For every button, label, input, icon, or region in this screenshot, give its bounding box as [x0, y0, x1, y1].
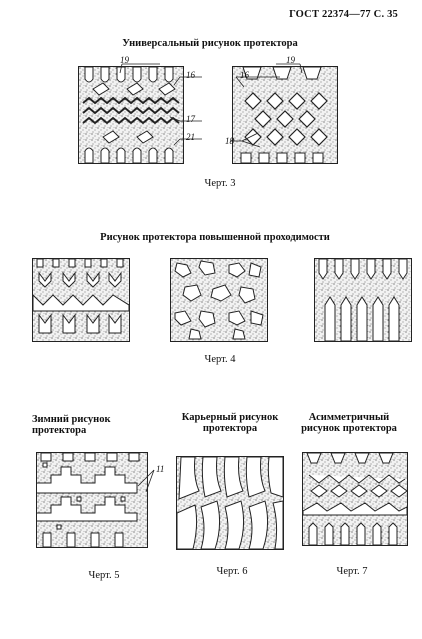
- asym-pattern: [302, 452, 408, 546]
- figure-5-caption: Черт. 5: [88, 570, 120, 581]
- figure-6-caption: Черт. 6: [216, 566, 248, 577]
- universal-callouts: [70, 55, 350, 165]
- callout-16-right: 16: [240, 70, 249, 80]
- high-pattern-3: [314, 258, 412, 342]
- high-title: Рисунок протектора повышенной проходимости: [100, 232, 330, 243]
- quarry-pattern: [176, 456, 284, 550]
- high-pattern-1: [32, 258, 130, 342]
- figure-4-caption: Черт. 4: [204, 354, 236, 365]
- callout-17: 17: [186, 114, 195, 124]
- winter-title: Зимний рисунок протектора: [32, 414, 111, 436]
- asym-title: Асимметричный рисунок протектора: [301, 412, 397, 434]
- universal-title: Универсальный рисунок протектора: [122, 38, 298, 49]
- callout-18: 18: [225, 136, 234, 146]
- document-header: ГОСТ 22374—77 С. 35: [289, 9, 398, 20]
- winter-callout: [120, 460, 180, 500]
- figure-7-caption: Черт. 7: [336, 566, 368, 577]
- callout-16-left: 16: [186, 70, 195, 80]
- callout-21: 21: [186, 132, 195, 142]
- high-pattern-2: [170, 258, 268, 342]
- figure-3-caption: Черт. 3: [204, 178, 236, 189]
- callout-19-left: 19: [120, 55, 129, 65]
- quarry-title: Карьерный рисунок протектора: [181, 412, 279, 434]
- callout-11: 11: [156, 464, 165, 474]
- callout-19-right: 19: [286, 55, 295, 65]
